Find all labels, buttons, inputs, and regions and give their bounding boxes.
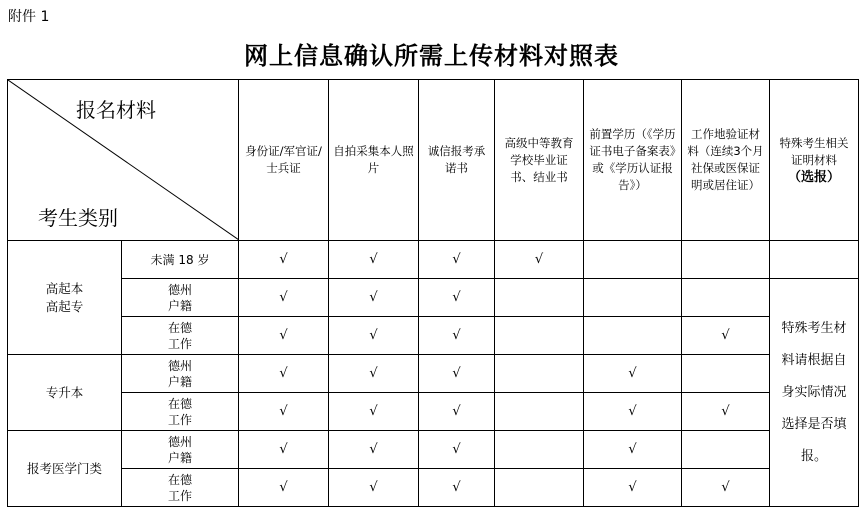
attachment-label: 附件 1 xyxy=(8,9,50,25)
col-header-special-note: （选报） xyxy=(787,169,840,185)
check-mark-cell: √ xyxy=(329,241,419,279)
subcategory-cell: 德州 户籍 xyxy=(122,279,239,317)
check-mark-cell: √ xyxy=(419,241,495,279)
check-mark-cell: √ xyxy=(239,355,329,393)
subcategory-cell: 在德 工作 xyxy=(122,317,239,355)
check-mark-cell: √ xyxy=(682,469,770,507)
col-header-diploma: 高级中等教育学校毕业证书、结业书 xyxy=(495,80,584,241)
col-header-id: 身份证/军官证/士兵证 xyxy=(239,80,329,241)
subcategory-cell: 在德 工作 xyxy=(122,469,239,507)
check-mark-cell: √ xyxy=(329,279,419,317)
check-mark-cell: √ xyxy=(419,393,495,431)
page-title: 网上信息确认所需上传材料对照表 xyxy=(244,41,619,70)
check-mark-cell: √ xyxy=(329,431,419,469)
check-mark-cell: √ xyxy=(239,469,329,507)
check-mark-cell: √ xyxy=(584,431,682,469)
check-mark-cell: √ xyxy=(419,279,495,317)
empty-cell xyxy=(770,241,859,279)
check-mark-cell: √ xyxy=(239,241,329,279)
check-mark-cell: √ xyxy=(584,355,682,393)
subcategory-cell: 在德 工作 xyxy=(122,393,239,431)
empty-cell xyxy=(584,241,682,279)
check-mark-cell: √ xyxy=(419,469,495,507)
empty-cell xyxy=(495,393,584,431)
empty-cell xyxy=(495,469,584,507)
empty-cell xyxy=(682,355,770,393)
col-header-pledge: 诚信报考承诺书 xyxy=(419,80,495,241)
check-mark-cell: √ xyxy=(682,317,770,355)
check-mark-cell: √ xyxy=(584,469,682,507)
check-mark-cell: √ xyxy=(584,393,682,431)
empty-cell xyxy=(495,279,584,317)
empty-cell xyxy=(495,431,584,469)
check-mark-cell: √ xyxy=(239,431,329,469)
table-row xyxy=(8,469,859,507)
check-mark-cell: √ xyxy=(239,393,329,431)
empty-cell xyxy=(682,279,770,317)
check-mark-cell: √ xyxy=(329,469,419,507)
check-mark-cell: √ xyxy=(682,393,770,431)
table-row xyxy=(8,279,859,317)
col-header-special-label: 特殊考生相关证明材料 xyxy=(779,135,849,167)
empty-cell xyxy=(682,431,770,469)
col-header-prior-degree: 前置学历（《学历证书电子备案表》或《学历认证报告》） xyxy=(584,80,682,241)
check-mark-cell: √ xyxy=(419,431,495,469)
check-mark-cell: √ xyxy=(329,355,419,393)
col-header-work-proof: 工作地验证材料（连续3个月社保或医保证明或居住证） xyxy=(682,80,770,241)
col-header-photo: 自拍采集本人照片 xyxy=(329,80,419,241)
subcategory-cell: 未满 18 岁 xyxy=(122,241,239,279)
empty-cell xyxy=(495,317,584,355)
empty-cell xyxy=(584,317,682,355)
check-mark-cell: √ xyxy=(329,317,419,355)
corner-cell xyxy=(8,80,239,241)
header-row xyxy=(8,80,859,241)
check-mark-cell: √ xyxy=(419,317,495,355)
empty-cell xyxy=(682,241,770,279)
subcategory-cell: 德州 户籍 xyxy=(122,355,239,393)
table-row xyxy=(8,355,859,393)
check-mark-cell: √ xyxy=(239,279,329,317)
check-mark-cell: √ xyxy=(239,317,329,355)
col-header-special xyxy=(770,80,859,241)
category-cell: 高起本 高起专 xyxy=(8,241,122,355)
empty-cell xyxy=(584,279,682,317)
corner-category-label: 考生类别 xyxy=(38,206,118,230)
category-cell: 专升本 xyxy=(8,355,122,431)
materials-table xyxy=(7,79,859,507)
check-mark-cell: √ xyxy=(329,393,419,431)
special-note-cell: 特殊考生材料请根据自身实际情况选择是否填报。 xyxy=(770,279,859,507)
check-mark-cell: √ xyxy=(419,355,495,393)
corner-materials-label: 报名材料 xyxy=(76,98,156,122)
category-cell: 报考医学门类 xyxy=(8,431,122,507)
table-row xyxy=(8,431,859,469)
table-row xyxy=(8,241,859,279)
table-row xyxy=(8,317,859,355)
subcategory-cell: 德州 户籍 xyxy=(122,431,239,469)
check-mark-cell: √ xyxy=(495,241,584,279)
table-row xyxy=(8,393,859,431)
empty-cell xyxy=(495,355,584,393)
